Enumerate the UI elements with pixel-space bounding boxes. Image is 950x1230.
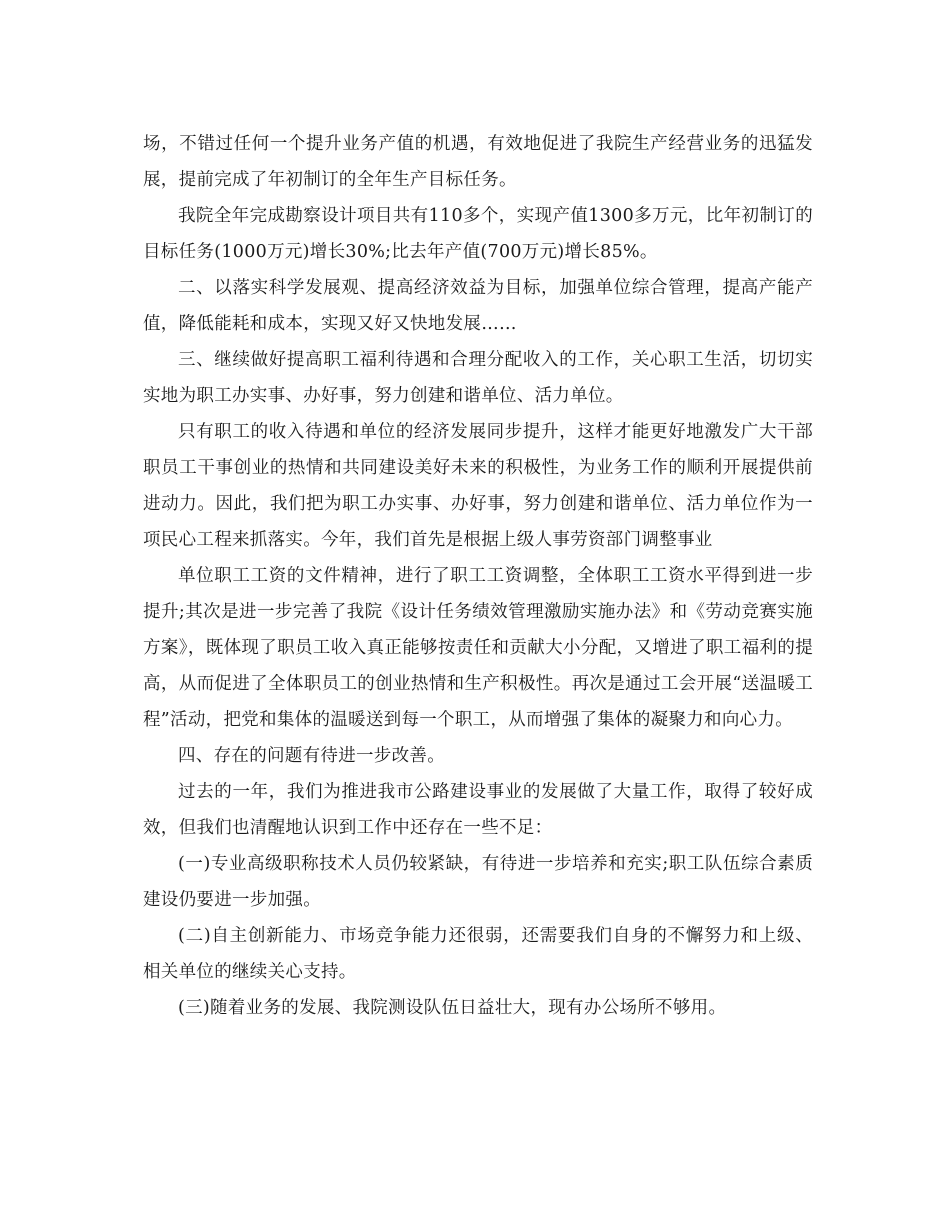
paragraph-issue-three: (三)随着业务的发展、我院测设队伍日益壮大，现有办公场所不够用。 (178, 998, 727, 1018)
paragraph-staff-income: 只有职工的收入待遇和单位的经济发展同步提升，这样才能更好地激发广大干部职员工干事创业的热情和共同建设美好未来的积极性，为业务工作的顺利开展提供前进动力。因此，我们把为职工办实事、办好事，努力创建和谐单位、活力单位作为一项民心工程来抓落实。今年，我们首先是根据上级人事劳资部门调整事业 (143, 422, 813, 550)
paragraph-project-output: 我院全年完成勘察设计项目共有110多个，实现产值1300多万元，比年初制订的目标任务(1000万元)增长30%;比去年产值(700万元)增长85%。 (143, 206, 813, 262)
document-body (143, 126, 813, 1026)
paragraph-continuation: 场，不错过任何一个提升业务产值的机遇，有效地促进了我院生产经营业务的迅猛发展，提前完成了年初制订的全年生产目标任务。 (143, 134, 813, 190)
paragraph-issue-two: (二)自主创新能力、市场竞争能力还很弱，还需要我们自身的不懈努力和上级、相关单位的继续关心支持。 (143, 926, 813, 982)
paragraph-section-four-heading: 四、存在的问题有待进一步改善。 (178, 746, 445, 766)
paragraph-past-year-summary: 过去的一年，我们为推进我市公路建设事业的发展做了大量工作，取得了较好成效，但我们也清醒地认识到工作中还存在一些不足： (143, 782, 813, 838)
paragraph-section-two-heading: 二、以落实科学发展观、提高经济效益为目标，加强单位综合管理，提高产能产值，降低能耗和成本，实现又好又快地发展…… (143, 278, 813, 334)
paragraph-section-three-heading: 三、继续做好提高职工福利待遇和合理分配收入的工作，关心职工生活，切切实实地为职工办实事、办好事，努力创建和谐单位、活力单位。 (143, 350, 813, 406)
paragraph-salary-adjustment: 单位职工工资的文件精神，进行了职工工资调整，全体职工工资水平得到进一步提升;其次是进一步完善了我院《设计任务绩效管理激励实施办法》和《劳动竞赛实施方案》，既体现了职员工收入真正能够按责任和贡献大小分配，又增进了职工福利的提高，从而促进了全体职员工的创业热情和生产积极性。再次是通过工会开展“送温暖工程”活动，把党和集体的温暖送到每一个职工，从而增强了集体的凝聚力和向心力。 (143, 566, 813, 730)
paragraph-issue-one: (一)专业高级职称技术人员仍较紧缺，有待进一步培养和充实;职工队伍综合素质建设仍要进一步加强。 (143, 854, 813, 910)
